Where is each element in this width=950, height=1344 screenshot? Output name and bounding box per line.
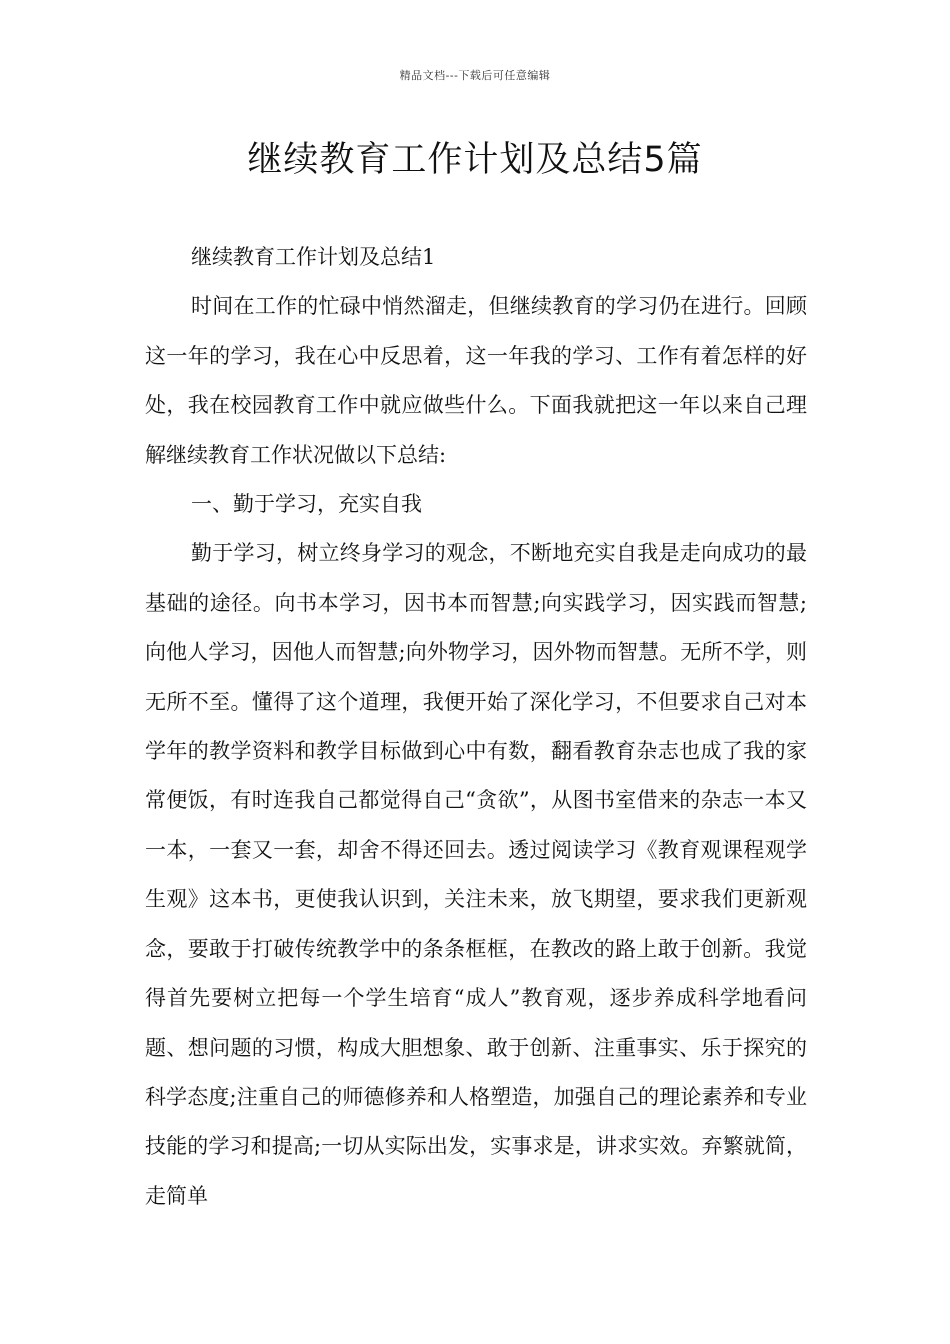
document-title: 继续教育工作计划及总结5篇 (247, 140, 703, 180)
body-paragraph: 时间在工作的忙碌中悄然溜走，但继续教育的学习仍在进行。回顾这一年的学习，我在心中反思着，这一年我的学习、工作有着怎样的好处，我在校园教育工作中就应做些什么。下面我就把这一年以来自己理解继续教育工作状况做以下总结: (145, 294, 807, 467)
document-body (145, 233, 807, 1221)
section-subtitle: 继续教育工作计划及总结1 (191, 245, 436, 269)
body-paragraph: 勤于学习，树立终身学习的观念，不断地充实自我是走向成功的最基础的途径。向书本学习，因书本而智慧;向实践学习，因实践而智慧;向他人学习，因他人而智慧;向外物学习，因外物而智慧。无所不学，则无所不至。懂得了这个道理，我便开始了深化学习，不但要求自己对本学年的教学资料和教学目标做到心中有数，翻看教育杂志也成了我的家常便饭，有时连我自己都觉得自己“贪欲”，从图书室借来的杂志一本又一本，一套又一套，却舍不得还回去。透过阅读学习《教育观课程观学生观》这本书，更使我认识到，关注未来，放飞期望，要求我们更新观念，要敢于打破传统教学中的条条框框，在教改的路上敢于创新。我觉得首先要树立把每一个学生培育“成人”教育观，逐步养成科学地看问题、想问题的习惯，构成大胆想象、敢于创新、注重事实、乐于探究的科学态度;注重自己的师德修养和人格塑造，加强自己的理论素养和专业技能的学习和提高;一切从实际出发，实事求是，讲求实效。弃繁就简，走简单 (145, 541, 807, 1208)
document-header-note: 精品文档---下载后可任意编辑 (399, 69, 551, 82)
section-heading: 一、勤于学习，充实自我 (191, 492, 422, 517)
